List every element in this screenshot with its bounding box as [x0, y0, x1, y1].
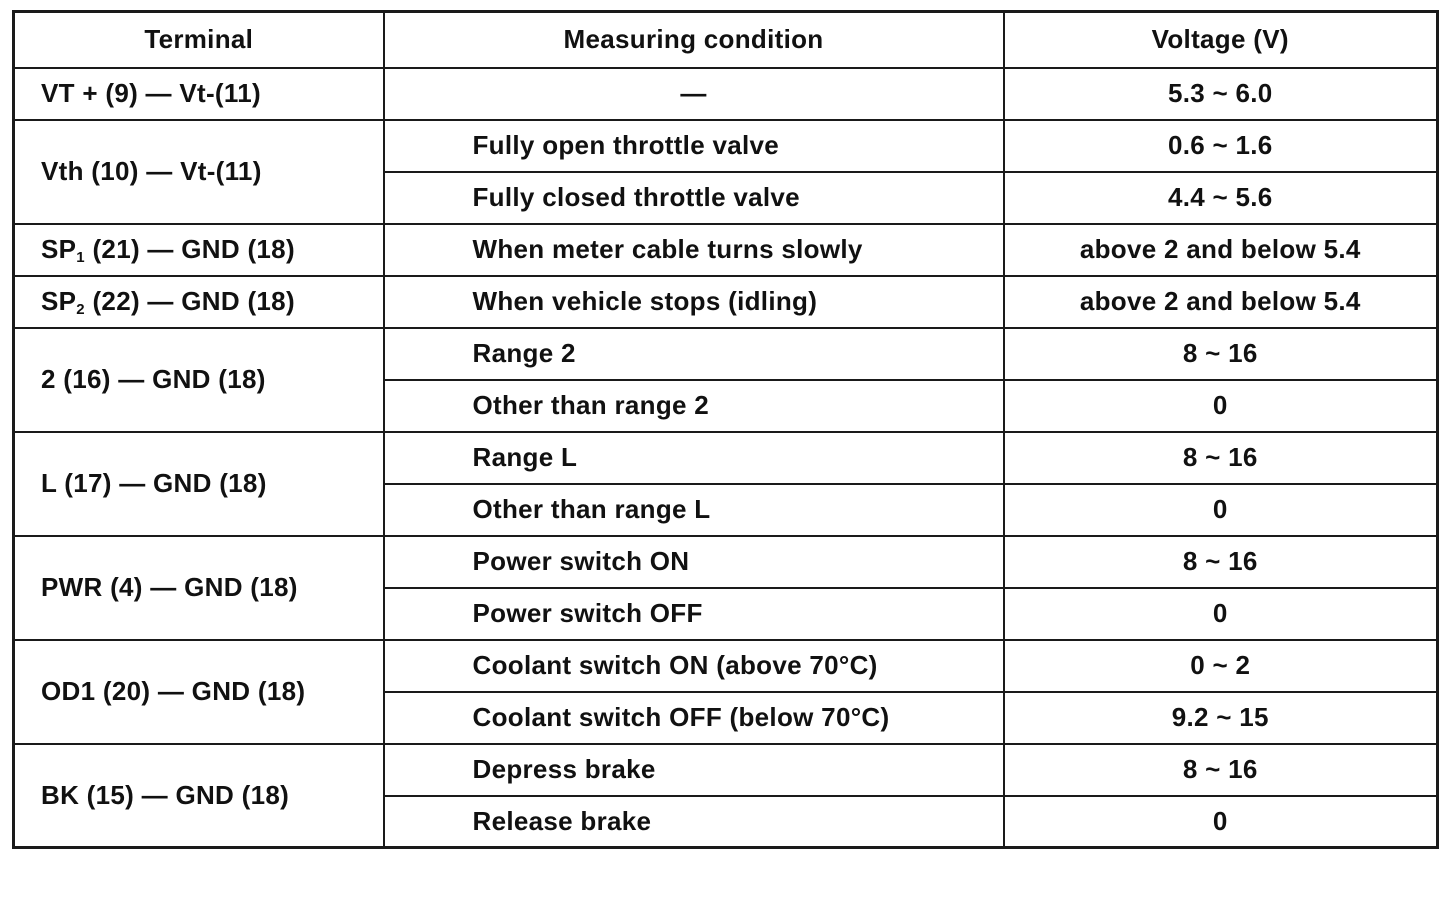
table-row	[14, 68, 1438, 120]
condition-cell: Power switch OFF	[384, 588, 1004, 640]
table-row	[14, 640, 1438, 692]
table-row	[14, 432, 1438, 484]
voltage-cell: 0	[1004, 380, 1438, 432]
terminal-subscript: 1	[76, 248, 85, 266]
condition-cell: Power switch ON	[384, 536, 1004, 588]
condition-cell: Fully closed throttle valve	[384, 172, 1004, 224]
table-row	[14, 120, 1438, 172]
terminal-cell: 2 (16) — GND (18)	[14, 328, 384, 432]
condition-cell: Other than range L	[384, 484, 1004, 536]
terminal-cell: PWR (4) — GND (18)	[14, 536, 384, 640]
condition-cell: Fully open throttle valve	[384, 120, 1004, 172]
terminal-cell: OD1 (20) — GND (18)	[14, 640, 384, 744]
terminal-cell	[14, 224, 384, 276]
voltage-cell: 0 ~ 2	[1004, 640, 1438, 692]
voltage-cell: 0	[1004, 796, 1438, 848]
voltage-cell: 0	[1004, 484, 1438, 536]
condition-cell: Coolant switch ON (above 70°C)	[384, 640, 1004, 692]
condition-cell: Range 2	[384, 328, 1004, 380]
voltage-cell: 8 ~ 16	[1004, 744, 1438, 796]
voltage-cell: 8 ~ 16	[1004, 536, 1438, 588]
condition-cell: Depress brake	[384, 744, 1004, 796]
terminal-cell: BK (15) — GND (18)	[14, 744, 384, 848]
condition-cell: —	[384, 68, 1004, 120]
table-row	[14, 744, 1438, 796]
terminal-voltage-table	[12, 10, 1439, 849]
terminal-cell	[14, 276, 384, 328]
header-voltage: Voltage (V)	[1004, 12, 1438, 68]
condition-cell: When meter cable turns slowly	[384, 224, 1004, 276]
terminal-suffix: (22) — GND (18)	[84, 285, 295, 316]
voltage-cell: 8 ~ 16	[1004, 328, 1438, 380]
header-terminal: Terminal	[14, 12, 384, 68]
terminal-prefix: SP	[41, 233, 77, 264]
terminal-subscript: 2	[76, 300, 85, 318]
voltage-cell: 4.4 ~ 5.6	[1004, 172, 1438, 224]
table-row	[14, 328, 1438, 380]
terminal-prefix: SP	[41, 285, 77, 316]
terminal-cell: Vth (10) — Vt-(11)	[14, 120, 384, 224]
terminal-cell: L (17) — GND (18)	[14, 432, 384, 536]
table-row	[14, 536, 1438, 588]
table-row	[14, 224, 1438, 276]
condition-cell: Range L	[384, 432, 1004, 484]
header-row	[14, 12, 1438, 68]
voltage-cell: 9.2 ~ 15	[1004, 692, 1438, 744]
voltage-cell: 8 ~ 16	[1004, 432, 1438, 484]
voltage-cell: above 2 and below 5.4	[1004, 224, 1438, 276]
condition-cell: Other than range 2	[384, 380, 1004, 432]
header-measuring-condition: Measuring condition	[384, 12, 1004, 68]
table-row	[14, 276, 1438, 328]
terminal-suffix: (21) — GND (18)	[84, 233, 295, 264]
voltage-cell: 0	[1004, 588, 1438, 640]
voltage-cell: 5.3 ~ 6.0	[1004, 68, 1438, 120]
condition-cell: When vehicle stops (idling)	[384, 276, 1004, 328]
voltage-cell: above 2 and below 5.4	[1004, 276, 1438, 328]
condition-cell: Release brake	[384, 796, 1004, 848]
terminal-cell: VT + (9) — Vt-(11)	[14, 68, 384, 120]
condition-cell: Coolant switch OFF (below 70°C)	[384, 692, 1004, 744]
voltage-cell: 0.6 ~ 1.6	[1004, 120, 1438, 172]
